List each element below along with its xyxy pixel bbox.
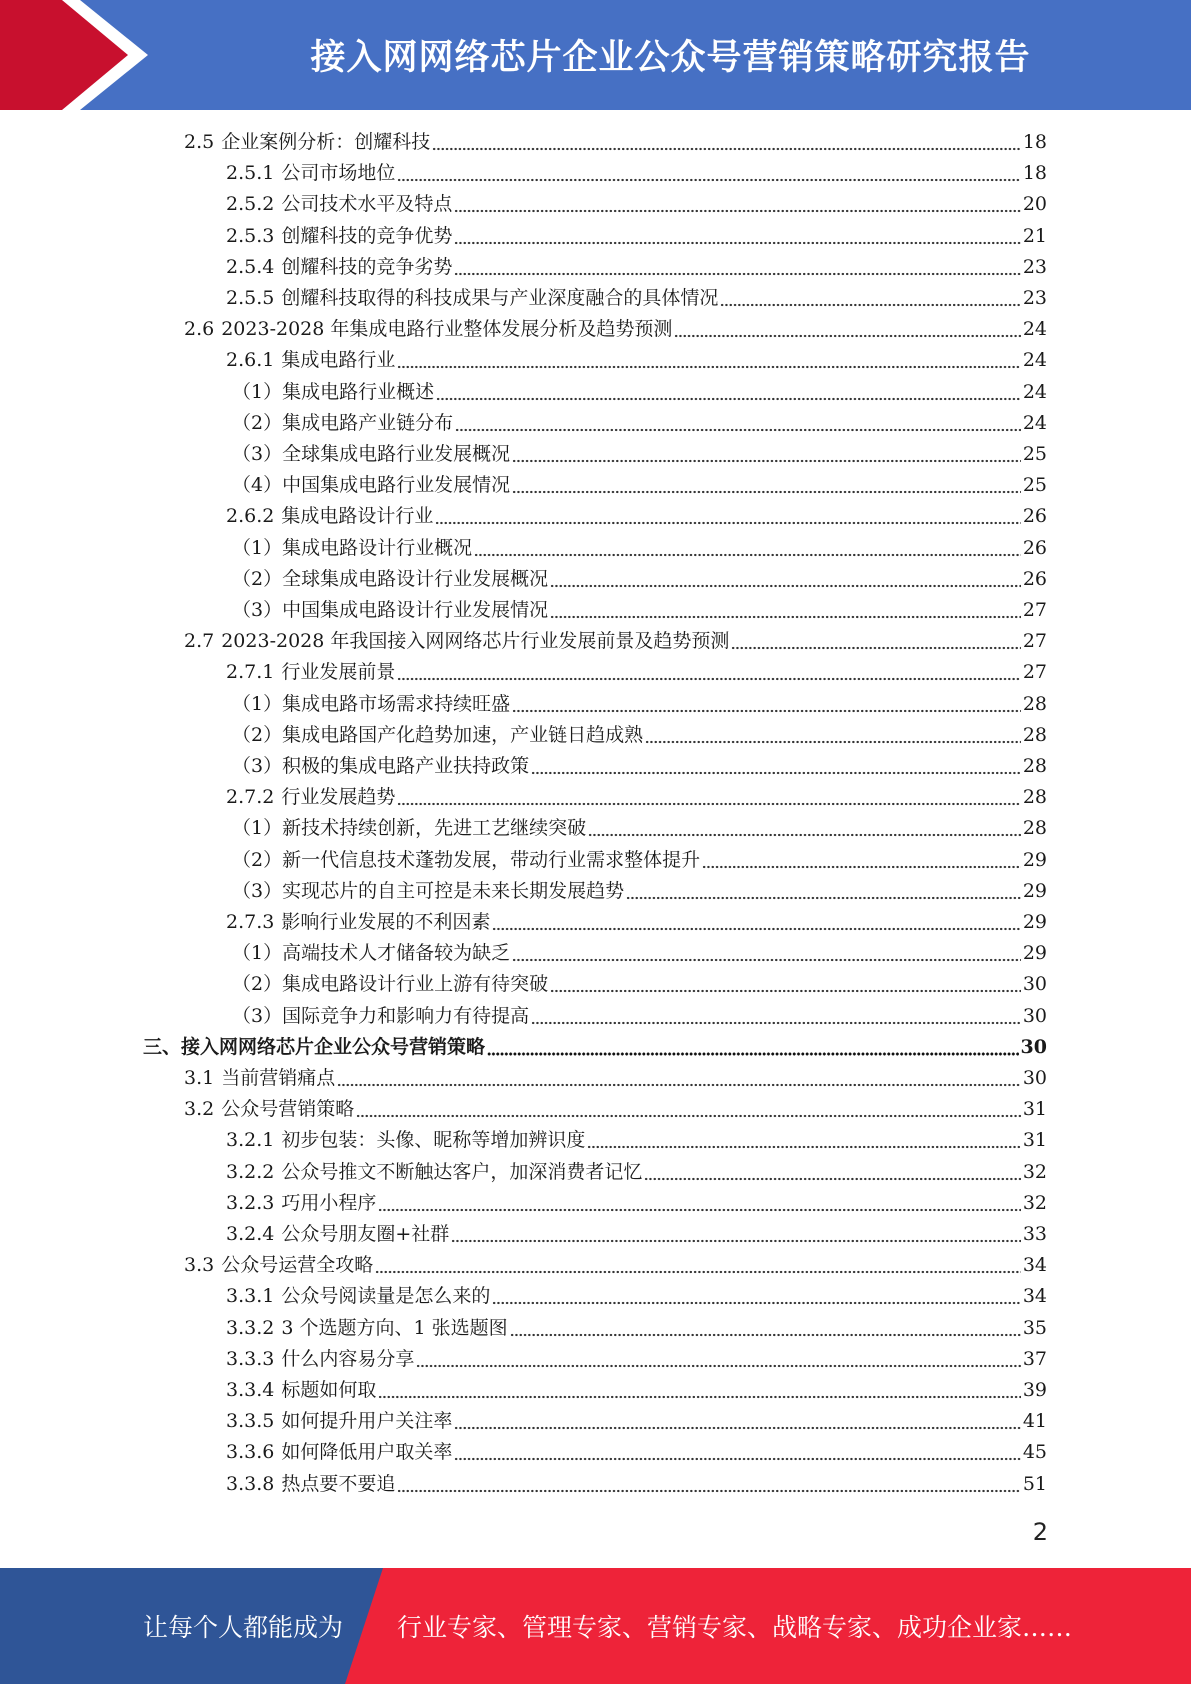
toc-entry[interactable] xyxy=(184,127,1047,158)
toc-entry-number: 3.3.1 xyxy=(226,1285,275,1308)
toc-entry[interactable] xyxy=(226,1313,1047,1344)
toc-entry[interactable] xyxy=(232,876,1047,907)
footer-slogan-right: 行业专家、管理专家、营销专家、战略专家、成功企业家…… xyxy=(397,1613,1073,1642)
toc-dot-leader xyxy=(455,408,1021,439)
toc-entry-title: 集成电路产业链分布 xyxy=(282,411,454,434)
toc-entry-number: 3.3 xyxy=(184,1254,215,1277)
toc-entry[interactable] xyxy=(232,845,1047,876)
toc-entry-page: 24 xyxy=(1022,380,1047,403)
footer-banner xyxy=(0,1568,1191,1684)
toc-dot-leader xyxy=(645,720,1021,751)
toc-entry[interactable] xyxy=(226,1157,1047,1188)
toc-entry-number: 3.3.4 xyxy=(226,1379,275,1401)
toc-entry[interactable] xyxy=(232,377,1047,408)
toc-dot-leader xyxy=(550,969,1021,1000)
toc-entry-number: 2.5.5 xyxy=(226,287,275,309)
toc-entry-page: 32 xyxy=(1022,1160,1047,1183)
toc-dot-leader xyxy=(510,1313,1021,1344)
toc-dot-leader xyxy=(512,470,1021,501)
toc-entry-number: 2.6.1 xyxy=(226,349,275,372)
toc-entry[interactable] xyxy=(184,314,1047,345)
toc-entry-title: 创耀科技的竞争优势 xyxy=(281,224,453,247)
header-banner xyxy=(0,0,1191,110)
toc-entry-number: （1） xyxy=(232,942,283,965)
toc-entry[interactable] xyxy=(226,189,1047,220)
toc-entry-page: 26 xyxy=(1022,536,1047,559)
footer-slogan-left: 让每个人都能成为 xyxy=(143,1613,344,1642)
toc-entry[interactable] xyxy=(226,1188,1047,1219)
toc-entry-number: 2.7 xyxy=(184,630,215,653)
toc-entry-title: 集成电路设计行业概况 xyxy=(282,536,473,559)
toc-entry-title: 公众号推文不断触达客户，加深消费者记忆 xyxy=(281,1160,643,1183)
toc-dot-leader xyxy=(626,876,1021,907)
toc-entry-title: 公众号阅读量是怎么来的 xyxy=(281,1285,491,1308)
toc-entry-title: 2023-2028 年我国接入网网络芯片行业发展前景及趋势预测 xyxy=(221,630,730,653)
toc-entry-title: 3 个选题方向、1 张选题图 xyxy=(281,1316,508,1339)
toc-dot-leader xyxy=(474,533,1021,564)
toc-entry-page: 27 xyxy=(1022,630,1047,653)
toc-entry-page: 26 xyxy=(1022,567,1047,590)
toc-entry[interactable] xyxy=(184,1094,1047,1125)
toc-entry-number: （1） xyxy=(232,536,283,559)
toc-entry-page: 41 xyxy=(1022,1410,1047,1433)
toc-dot-leader xyxy=(550,595,1021,626)
toc-entry[interactable] xyxy=(232,720,1047,751)
toc-entry-page: 25 xyxy=(1022,443,1047,465)
toc-entry-number: 3.2.1 xyxy=(226,1129,275,1152)
toc-entry-title: 如何降低用户取关率 xyxy=(281,1441,453,1464)
toc-entry-number: 2.5.1 xyxy=(226,162,275,185)
toc-dot-leader xyxy=(454,1437,1020,1468)
toc-entry-page: 28 xyxy=(1022,786,1047,809)
toc-entry-title: 行业发展趋势 xyxy=(281,786,396,809)
toc-entry-page: 29 xyxy=(1022,942,1047,965)
toc-entry-page: 30 xyxy=(1020,1035,1047,1058)
header-arrow-graphic xyxy=(0,0,160,110)
toc-entry-page: 29 xyxy=(1022,911,1047,933)
toc-entry-title: 热点要不要追 xyxy=(281,1472,396,1495)
toc-entry[interactable] xyxy=(232,408,1047,439)
toc-entry[interactable] xyxy=(232,470,1047,501)
toc-entry-page: 20 xyxy=(1022,193,1047,216)
toc-entry[interactable] xyxy=(143,1032,1047,1063)
toc-entry-page: 18 xyxy=(1022,131,1047,153)
toc-entry-page: 34 xyxy=(1022,1254,1047,1277)
toc-entry[interactable] xyxy=(232,595,1047,626)
toc-entry[interactable] xyxy=(226,252,1047,283)
toc-entry-title: 集成电路设计行业 xyxy=(281,505,434,528)
toc-entry-number: 3.1 xyxy=(184,1067,215,1089)
toc-dot-leader xyxy=(356,1094,1021,1125)
toc-entry-title: 国际竞争力和影响力有待提高 xyxy=(282,1004,530,1027)
toc-entry-title: 高端技术人才储备较为缺乏 xyxy=(282,942,511,965)
toc-entry-title: 2023-2028 年集成电路行业整体发展分析及趋势预测 xyxy=(221,318,673,341)
toc-entry[interactable] xyxy=(232,564,1047,595)
toc-dot-leader xyxy=(397,345,1020,376)
toc-dot-leader xyxy=(454,221,1020,252)
toc-entry-title: 巧用小程序 xyxy=(281,1191,377,1214)
toc-entry-page: 39 xyxy=(1022,1379,1047,1401)
toc-entry-page: 34 xyxy=(1022,1285,1047,1308)
toc-entry-page: 18 xyxy=(1022,162,1047,185)
toc-entry-number: 3.3.8 xyxy=(226,1472,275,1495)
toc-entry-number: （1） xyxy=(232,817,283,840)
toc-entry[interactable] xyxy=(232,813,1047,844)
toc-dot-leader xyxy=(512,689,1021,720)
toc-entry-title: 中国集成电路设计行业发展情况 xyxy=(282,599,549,621)
toc-dot-leader xyxy=(378,1375,1020,1406)
toc-entry-page: 37 xyxy=(1022,1347,1047,1370)
toc-entry[interactable] xyxy=(226,1125,1047,1156)
toc-entry-page: 23 xyxy=(1022,287,1047,309)
toc-entry-title: 新一代信息技术蓬勃发展，带动行业需求整体提升 xyxy=(282,848,701,871)
toc-entry-page: 29 xyxy=(1022,848,1047,871)
toc-entry-title: 集成电路设计行业上游有待突破 xyxy=(282,973,549,996)
toc-entry-number: （2） xyxy=(232,411,283,434)
toc-entry-number: （3） xyxy=(232,599,283,621)
toc-entry-number: 3.3.3 xyxy=(226,1347,275,1370)
toc-entry-number: 2.7.3 xyxy=(226,911,275,933)
toc-dot-leader xyxy=(550,564,1021,595)
toc-entry-title: 集成电路行业 xyxy=(281,349,396,372)
toc-entry-title: 全球集成电路设计行业发展概况 xyxy=(282,567,549,590)
toc-dot-leader xyxy=(436,377,1021,408)
toc-entry-title: 创耀科技的竞争劣势 xyxy=(281,255,453,278)
toc-entry[interactable] xyxy=(226,1375,1047,1406)
toc-entry-title: 如何提升用户关注率 xyxy=(281,1410,453,1433)
toc-entry-number: 3.2.3 xyxy=(226,1191,275,1214)
toc-entry-title: 中国集成电路行业发展情况 xyxy=(282,474,511,497)
toc-entry-title: 新技术持续创新，先进工艺继续突破 xyxy=(282,817,587,840)
toc-dot-leader xyxy=(720,283,1020,314)
toc-entry-page: 23 xyxy=(1022,255,1047,278)
toc-entry-title: 企业案例分析：创耀科技 xyxy=(221,131,431,153)
toc-entry[interactable] xyxy=(226,1219,1047,1250)
toc-entry-number: 3.3.5 xyxy=(226,1410,275,1433)
toc-dot-leader xyxy=(454,189,1020,220)
toc-entry-number: 2.5.4 xyxy=(226,255,275,278)
toc-dot-leader xyxy=(731,626,1020,657)
toc-dot-leader xyxy=(587,1125,1020,1156)
toc-entry[interactable] xyxy=(226,501,1047,532)
toc-entry-page: 21 xyxy=(1022,224,1047,247)
toc-dot-leader xyxy=(375,1250,1021,1281)
toc-dot-leader xyxy=(644,1157,1020,1188)
toc-dot-leader xyxy=(512,938,1021,969)
toc-dot-leader xyxy=(435,501,1020,532)
toc-entry-page: 28 xyxy=(1022,723,1047,746)
toc-entry[interactable] xyxy=(232,439,1047,470)
toc-entry-page: 30 xyxy=(1022,1067,1047,1089)
toc-entry[interactable] xyxy=(232,1001,1047,1032)
toc-dot-leader xyxy=(674,314,1020,345)
toc-entry-page: 45 xyxy=(1022,1441,1047,1464)
toc-entry-title: 当前营销痛点 xyxy=(221,1067,336,1089)
toc-entry[interactable] xyxy=(232,751,1047,782)
toc-dot-leader xyxy=(397,1469,1020,1500)
toc-dot-leader xyxy=(451,1219,1021,1250)
toc-entry-title: 集成电路市场需求持续旺盛 xyxy=(282,692,511,715)
toc-entry[interactable] xyxy=(226,1437,1047,1468)
toc-entry-number: 3.3.6 xyxy=(226,1441,275,1464)
toc-entry[interactable] xyxy=(184,1250,1047,1281)
toc-entry-page: 27 xyxy=(1022,599,1047,621)
toc-entry-page: 24 xyxy=(1022,411,1047,434)
toc-entry-number: 2.7.1 xyxy=(226,661,275,684)
toc-entry-page: 27 xyxy=(1022,661,1047,684)
toc-entry-title: 积极的集成电路产业扶持政策 xyxy=(282,755,530,777)
toc-entry-page: 25 xyxy=(1022,474,1047,497)
toc-entry-page: 29 xyxy=(1022,879,1047,902)
toc-dot-leader xyxy=(454,252,1020,283)
toc-dot-leader xyxy=(378,1188,1020,1219)
toc-entry-number: （2） xyxy=(232,567,283,590)
toc-entry-number: （1） xyxy=(232,692,283,715)
page-number: 2 xyxy=(1032,1518,1048,1546)
toc-entry-number: 3.3.2 xyxy=(226,1316,275,1339)
toc-entry-title: 创耀科技取得的科技成果与产业深度融合的具体情况 xyxy=(281,287,719,309)
toc-entry-number: 2.5.3 xyxy=(226,224,275,247)
toc-entry[interactable] xyxy=(232,689,1047,720)
toc-dot-leader xyxy=(432,127,1021,158)
toc-entry-title: 公众号朋友圈+社群 xyxy=(281,1223,450,1245)
toc-entry-page: 26 xyxy=(1022,505,1047,528)
report-title: 接入网网络芯片企业公众号营销策略研究报告 xyxy=(310,38,1031,78)
toc-entry-number: （3） xyxy=(232,879,283,902)
toc-entry-page: 30 xyxy=(1022,1004,1047,1027)
toc-entry[interactable] xyxy=(226,657,1047,688)
toc-dot-leader xyxy=(702,845,1021,876)
toc-entry[interactable] xyxy=(226,158,1047,189)
toc-entry-title: 什么内容易分享 xyxy=(281,1347,415,1370)
toc-entry-page: 30 xyxy=(1022,973,1047,996)
toc-entry-title: 公司技术水平及特点 xyxy=(281,193,453,216)
toc-dot-leader xyxy=(531,1001,1021,1032)
toc-entry-number: （2） xyxy=(232,723,283,746)
toc-dot-leader xyxy=(487,1032,1019,1063)
toc-entry[interactable] xyxy=(226,1469,1047,1500)
toc-entry-number: （2） xyxy=(232,973,283,996)
toc-dot-leader xyxy=(588,813,1021,844)
toc-dot-leader xyxy=(397,657,1020,688)
toc-entry-number: （3） xyxy=(232,1004,283,1027)
toc-entry-page: 35 xyxy=(1022,1316,1047,1339)
toc-entry-page: 32 xyxy=(1022,1191,1047,1214)
toc-entry-title: 影响行业发展的不利因素 xyxy=(281,911,491,933)
toc-dot-leader xyxy=(397,158,1020,189)
toc-entry-title: 集成电路行业概述 xyxy=(282,380,435,403)
toc-entry-number: 2.7.2 xyxy=(226,786,275,809)
toc-entry-number: 2.5 xyxy=(184,131,215,153)
toc-entry-page: 28 xyxy=(1022,755,1047,777)
toc-entry[interactable] xyxy=(232,533,1047,564)
toc-dot-leader xyxy=(492,907,1020,938)
toc-entry-number: 2.5.2 xyxy=(226,193,275,216)
toc-dot-leader xyxy=(492,1281,1020,1312)
toc-entry-number: （3） xyxy=(232,755,283,777)
toc-entry[interactable] xyxy=(226,907,1047,938)
toc-entry-page: 31 xyxy=(1022,1129,1047,1152)
toc-entry[interactable] xyxy=(226,1344,1047,1375)
toc-entry-page: 33 xyxy=(1022,1223,1047,1245)
toc-entry[interactable] xyxy=(232,969,1047,1000)
toc-entry-title: 接入网网络芯片企业公众号营销策略 xyxy=(181,1035,486,1058)
toc-dot-leader xyxy=(337,1063,1021,1094)
toc-entry-page: 24 xyxy=(1022,349,1047,372)
toc-dot-leader xyxy=(454,1406,1020,1437)
toc-entry-title: 全球集成电路行业发展概况 xyxy=(282,443,511,465)
toc-entry-number: 3.2.4 xyxy=(226,1223,275,1245)
toc-entry[interactable] xyxy=(184,1063,1047,1094)
toc-entry[interactable] xyxy=(226,345,1047,376)
toc-dot-leader xyxy=(531,751,1021,782)
toc-entry-number: 三、 xyxy=(143,1035,182,1058)
toc-entry-number: 2.6 xyxy=(184,318,215,341)
toc-entry-page: 28 xyxy=(1022,817,1047,840)
toc-entry[interactable] xyxy=(226,221,1047,252)
toc-dot-leader xyxy=(512,439,1021,470)
toc-entry-number: （2） xyxy=(232,848,283,871)
toc-entry-page: 24 xyxy=(1022,318,1047,341)
toc-entry[interactable] xyxy=(232,938,1047,969)
toc-entry-number: 3.2 xyxy=(184,1098,215,1121)
toc-entry-page: 51 xyxy=(1022,1472,1047,1495)
toc-entry[interactable] xyxy=(226,1406,1047,1437)
toc-dot-leader xyxy=(397,782,1020,813)
toc-entry-number: （4） xyxy=(232,474,283,497)
toc-entry-number: 2.6.2 xyxy=(226,505,275,528)
toc-entry-title: 公司市场地位 xyxy=(281,162,396,185)
toc-entry[interactable] xyxy=(226,283,1047,314)
toc-entry-title: 集成电路国产化趋势加速，产业链日趋成熟 xyxy=(282,723,644,746)
toc-entry-title: 公众号运营全攻略 xyxy=(221,1254,374,1277)
toc-entry-title: 实现芯片的自主可控是未来长期发展趋势 xyxy=(282,879,625,902)
toc-entry-title: 初步包装：头像、昵称等增加辨识度 xyxy=(281,1129,586,1152)
toc-entry-title: 行业发展前景 xyxy=(281,661,396,684)
toc-entry-number: （3） xyxy=(232,443,283,465)
toc-entry-page: 28 xyxy=(1022,692,1047,715)
toc-entry-page: 31 xyxy=(1022,1098,1047,1121)
toc-entry[interactable] xyxy=(226,1281,1047,1312)
toc-entry[interactable] xyxy=(184,626,1047,657)
toc-entry[interactable] xyxy=(226,782,1047,813)
toc-entry-title: 公众号营销策略 xyxy=(221,1098,355,1121)
toc-entry-number: 3.2.2 xyxy=(226,1160,275,1183)
toc-entry-title: 标题如何取 xyxy=(281,1379,377,1401)
toc-entry-number: （1） xyxy=(232,380,283,403)
toc-dot-leader xyxy=(416,1344,1020,1375)
